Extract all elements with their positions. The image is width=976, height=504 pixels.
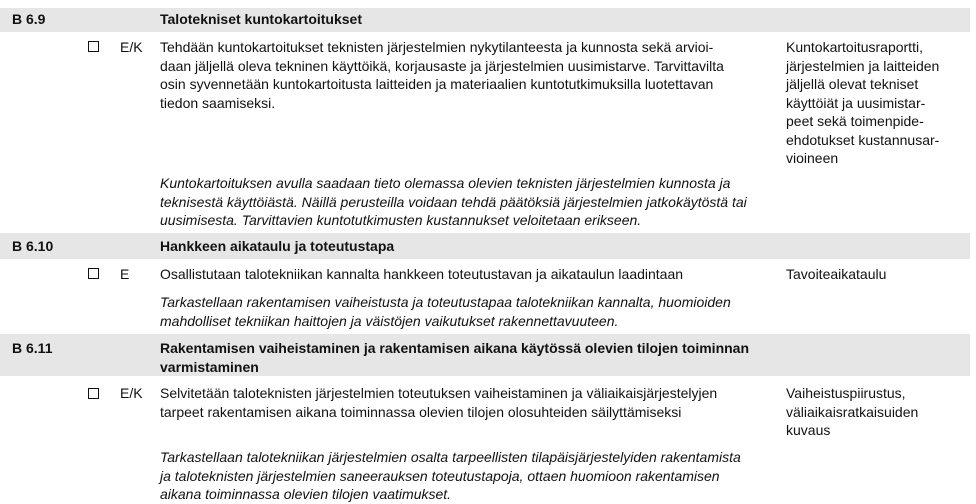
task-description: Osallistutaan talotekniikan kannalta hankkeen toteutustavan ja aikataulun laadintaan (160, 266, 684, 282)
task-note: Tarkastellaan rakentamisen vaiheistusta ja toteutustapaa talotekniikan kannalta, huomioiden mahdolliset tekniikan haittojen ja väistöjen vaikutukset rakennettavuuteen. (160, 294, 731, 329)
task-checkbox[interactable] (88, 41, 99, 52)
task-description: Selvitetään taloteknisten järjestelmien toteutuksen vaiheistaminen ja väliaikaisjärjestelyjen tarpeet rakentamisen aikana toiminnassa olevien tilojen olosuhteiden säilyttämiseksi (160, 385, 718, 420)
section-code: B 6.10 (12, 238, 54, 254)
task-checkbox[interactable] (88, 388, 99, 399)
deliverable-document: Kuntokartoitusraportti, järjestelmien ja laitteiden jäljellä olevat tekniset käyttöiät ja uusimistar- peet sekä toimenpide- ehdotukset kustannusar- vioineen (786, 39, 940, 166)
responsibility-code: E/K (120, 385, 143, 401)
section-code: B 6.9 (12, 11, 46, 27)
section-title: Hankkeen aikataulu ja toteutustapa (160, 238, 395, 254)
responsibility-code: E (120, 266, 130, 282)
section-title: Talotekniset kuntokartoitukset (160, 11, 363, 27)
deliverable-document: Tavoiteaikataulu (786, 266, 887, 282)
deliverable-document: Vaiheistuspiirustus, väliaikaisratkaisuiden kuvaus (786, 385, 919, 438)
task-note: Kuntokartoituksen avulla saadaan tieto olemassa olevien teknisten järjestelmien kunnosta ja teknisestä käyttöiästä. Näillä perusteilla voidaan tehdä päätöksiä järjestelmien jatkokäytöstä tai uusimisesta. Tarvittavien kuntotutkimusten kustannukset veloitetaan erikseen. (160, 175, 747, 228)
task-note: Tarkastellaan talotekniikan järjestelmien osalta tarpeellisten tilapäisjärjestelyiden rakentamista ja taloteknisten järjestelmien saneerauksen toteutustapoja, ottaen huomioon rakentamisen aikana toiminnassa olevien tilojen vaatimukset. (160, 449, 741, 502)
task-checkbox[interactable] (88, 268, 99, 279)
responsibility-code: E/K (120, 39, 143, 55)
task-description: Tehdään kuntokartoitukset teknisten järjestelmien nykytilanteesta ja kunnosta sekä arvioi- daan jäljellä oleva tekninen käyttöikä, korjausaste ja järjestelmien uusimistarve. Tarvittavilta osin syvennetään kuntokartoitusta laitteiden ja materiaalien kuntotutkimuksilla luotettavan tiedon saamiseksi. (160, 39, 724, 111)
section-code: B 6.11 (12, 340, 53, 356)
section-title: Rakentamisen vaiheistaminen ja rakentamisen aikana käytössä olevien tilojen toiminnan varmistaminen (160, 340, 750, 375)
